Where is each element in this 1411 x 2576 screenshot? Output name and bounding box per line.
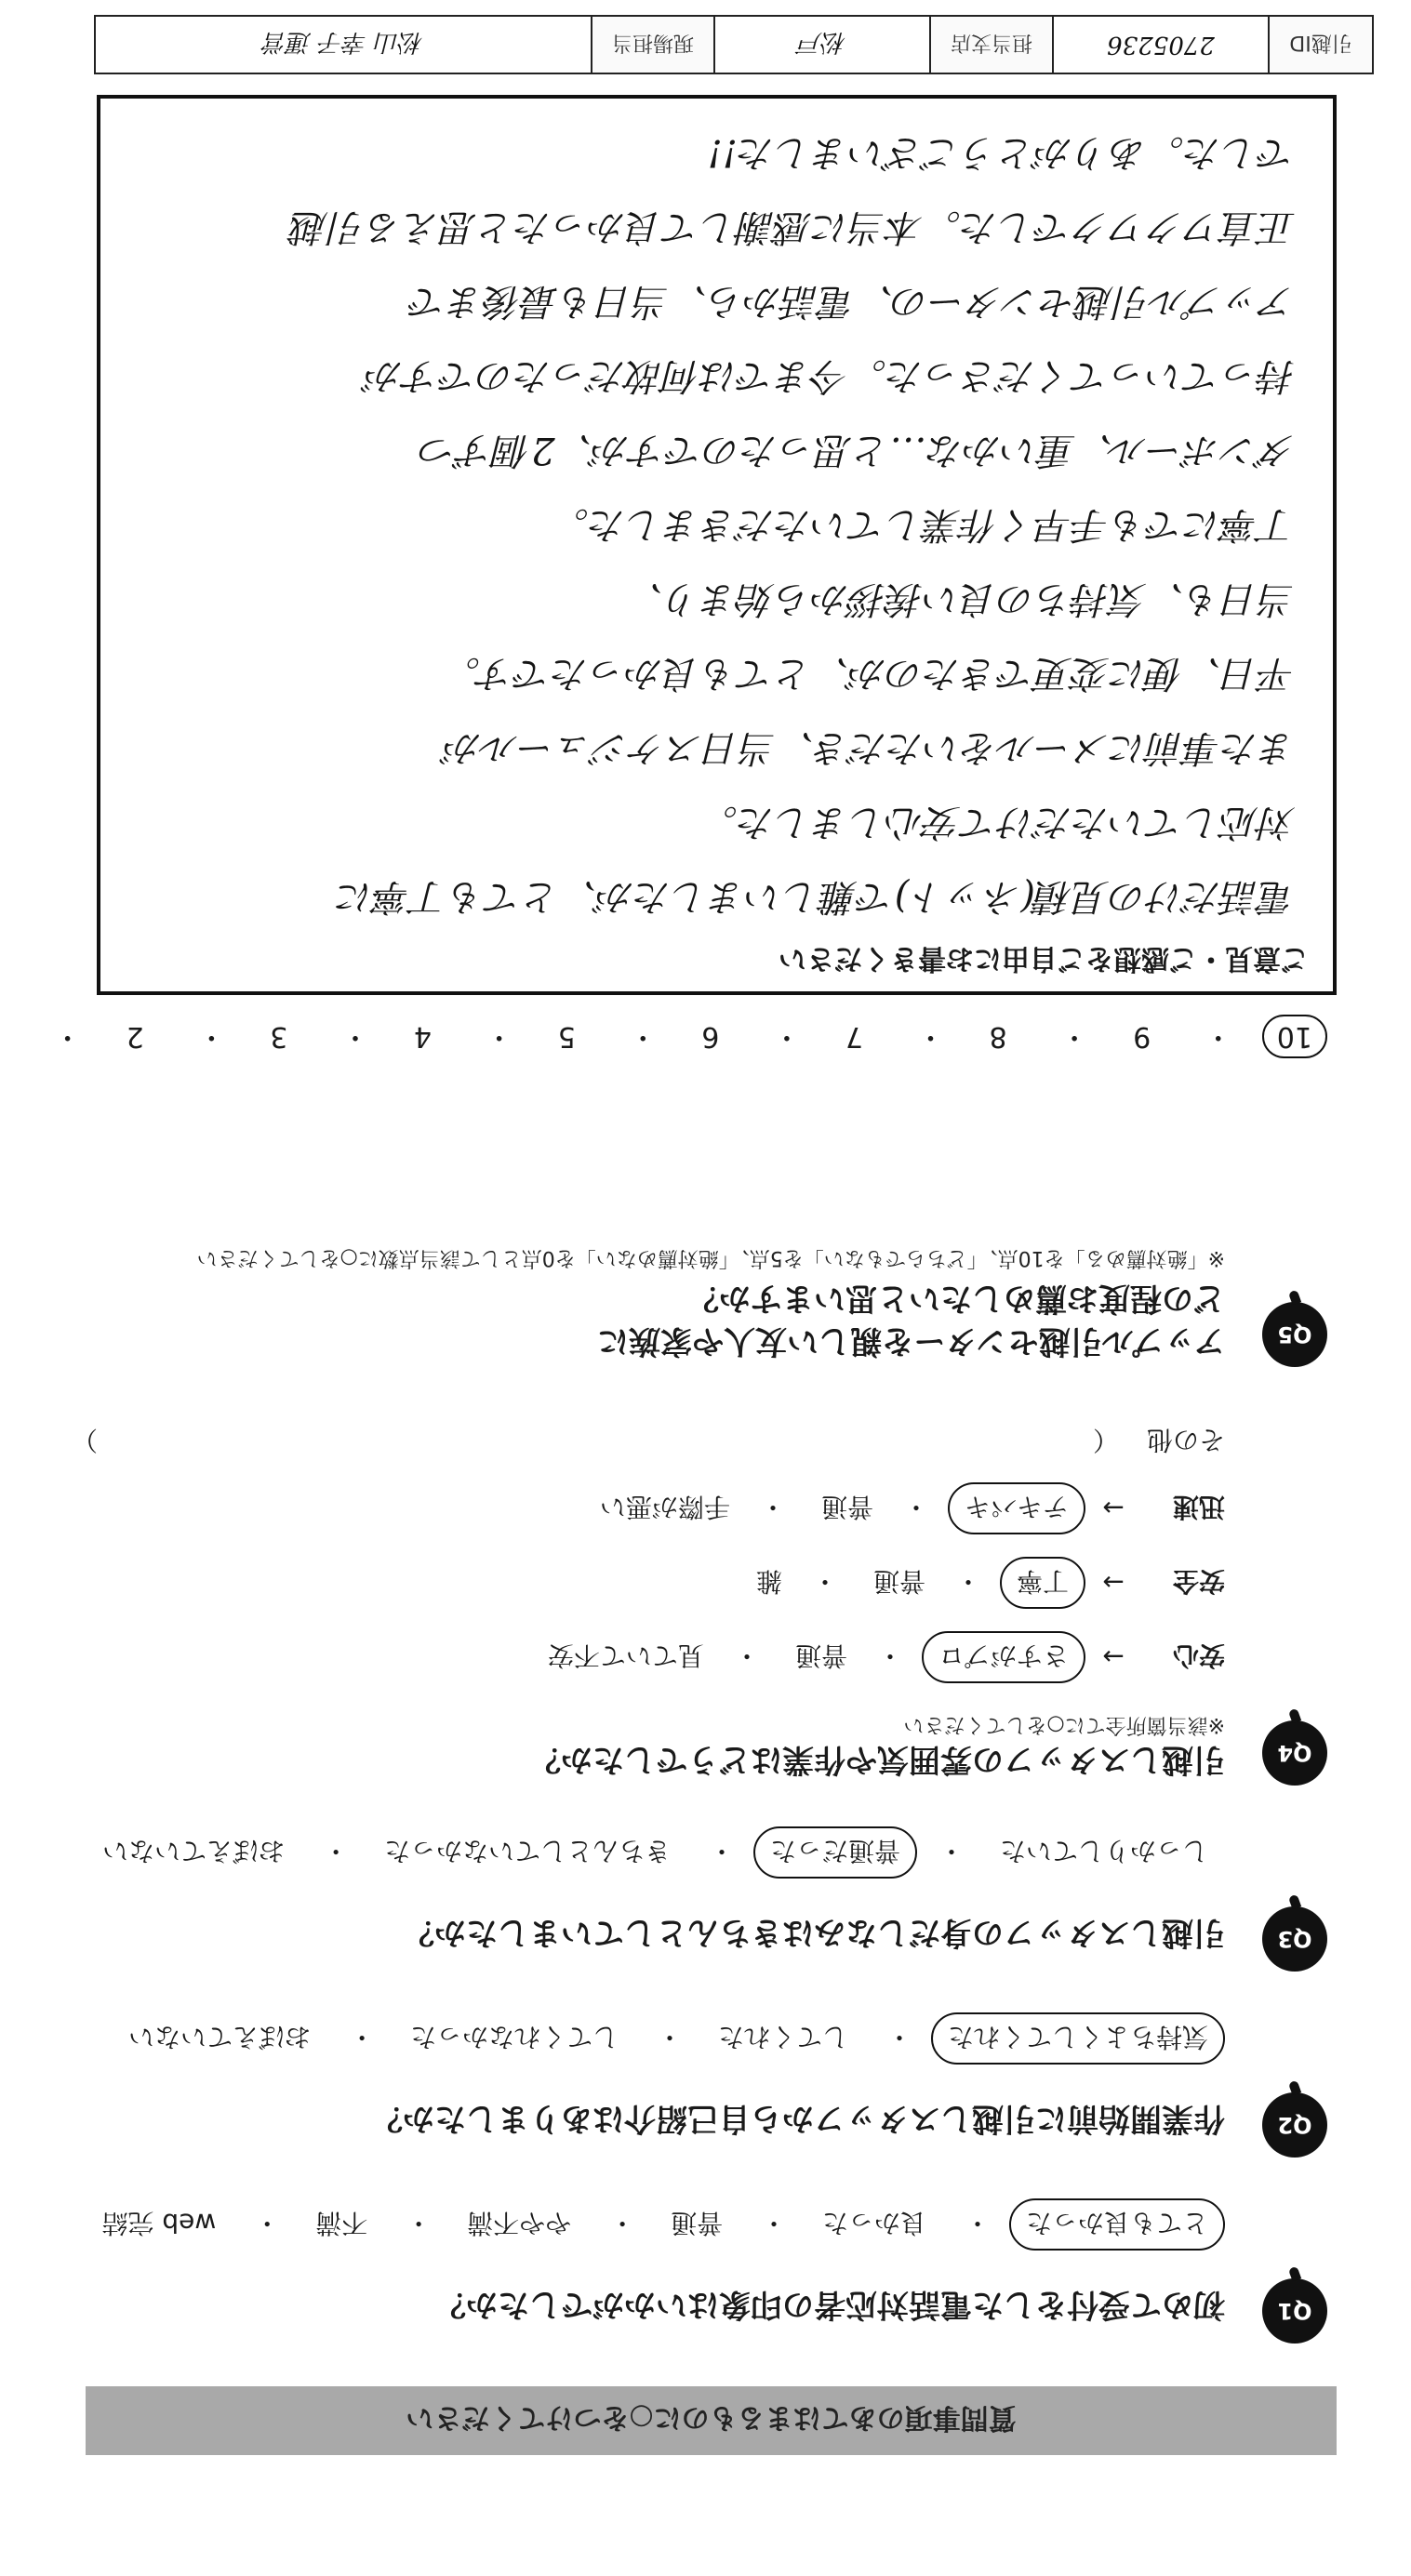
- q4-row-anshin: 安心 → さすがプロ ・ 普通 ・ 見ていて不安: [526, 1631, 1225, 1683]
- id-value[interactable]: 2705236: [1052, 17, 1268, 73]
- q3-options: しっかりしていた・ 普通だった・ きちんとしていなかった・ おぼえていない: [80, 1826, 1225, 1879]
- q1-option-good[interactable]: 良かった: [822, 2208, 927, 2238]
- arrow-right-icon: →: [1102, 1567, 1125, 1599]
- q4-anzen-option-careful[interactable]: 丁寧: [1000, 1557, 1085, 1609]
- q1-option-dissatisfied[interactable]: 不満: [315, 2208, 368, 2238]
- q5-badge-icon: Q5: [1262, 1302, 1327, 1367]
- q4-row-other: [72, 1423, 1225, 1460]
- header-table: [94, 15, 1374, 74]
- q4-anzen-option-normal[interactable]: 普通: [872, 1566, 925, 1597]
- q4-row-jinsoku: 迅速 → テキパキ ・ 普通 ・ 手際が悪い: [578, 1482, 1225, 1534]
- comment-line: 平日、便に変更できたのが、とても良かったです。: [443, 652, 1296, 695]
- q1-badge-icon: Q1: [1262, 2278, 1327, 2344]
- arrow-right-icon: →: [1102, 1641, 1125, 1673]
- q1-option-very-good[interactable]: とても良かった: [1009, 2198, 1225, 2251]
- score-10[interactable]: 10: [1262, 1015, 1327, 1058]
- q4-jinsoku-option-quick[interactable]: テキパキ: [948, 1482, 1085, 1534]
- branch-value[interactable]: 松戸: [713, 17, 929, 73]
- q1-option-normal[interactable]: 普通: [671, 2208, 724, 2238]
- q3-option-not-neat[interactable]: きちんとしていなかった: [384, 1836, 672, 1866]
- q4-row-label: 安全: [1172, 1566, 1225, 1597]
- comment-line: 正直ワクワクでした。本当に感謝して良かったと思える引越: [291, 206, 1296, 248]
- q4-jinsoku-option-normal[interactable]: 普通: [820, 1492, 873, 1522]
- q5-note: ※「絶対薦める」を10点、「どちらでもない」を5点、「絶対薦めない」を0点として該当点数に○をしてください: [196, 1246, 1225, 1269]
- score-3[interactable]: 3: [270, 1020, 288, 1053]
- instruction-banner: 質問事項のあてはまるものに○をつけてください: [86, 2386, 1337, 2455]
- q5-text: アップル引越センターを親しい友人や家族に: [597, 1322, 1225, 1360]
- q4-jinsoku-option-clumsy[interactable]: 手際が悪い: [599, 1492, 730, 1522]
- q1-options: とても良かった・ 良かった・ 普通・ やや不満・ 不満・ web 完結: [80, 2198, 1226, 2251]
- q2-text: 作業開始前に引越しスタッフから自己紹介はありましたか？: [371, 2100, 1225, 2137]
- q4-badge-icon: Q4: [1262, 1720, 1327, 1786]
- q1-text: 初めて受付をした電話対応者の印象はいかがでしたか？: [434, 2286, 1225, 2323]
- score-2[interactable]: 2: [126, 1020, 144, 1053]
- id-label: 引越ID: [1268, 17, 1372, 73]
- comment-line: 持っていってくださった。今までは何故だったのですが: [366, 354, 1296, 397]
- comment-line: アップル引越センターの、電話から、当日も最後まで: [409, 280, 1296, 323]
- q2-option-dont-remember[interactable]: おぼえていない: [128, 2022, 312, 2052]
- q3-option-normal[interactable]: 普通だった: [753, 1826, 917, 1879]
- score-1[interactable]: [0, 1015, 15, 1058]
- q5-scale: 10・ 9・ 8・ 7・ 6・ 5・ 4・ 3・ 2・: [0, 1015, 1327, 1060]
- q4-other-close: ）: [72, 1425, 99, 1455]
- q4-text: 引越しスタッフの雰囲気や作業はどうでしたか？: [529, 1741, 1225, 1778]
- q3-text: 引越しスタッフの身だしなみはきちんとしていましたか？: [403, 1914, 1225, 1951]
- score-6[interactable]: 6: [701, 1020, 720, 1053]
- comments-box[interactable]: [97, 95, 1337, 995]
- arrow-right-icon: →: [1102, 1493, 1125, 1524]
- leader-label: 現場担当: [591, 17, 713, 73]
- q4-anshin-option-normal[interactable]: 普通: [794, 1640, 847, 1671]
- q2-badge-icon: Q2: [1262, 2092, 1327, 2158]
- q4-row-label: 迅速: [1172, 1492, 1225, 1522]
- comment-line: 対応していただけて安心しました。: [700, 801, 1296, 843]
- comment-line: でした。ありがとうございました!!: [707, 131, 1296, 174]
- score-5[interactable]: 5: [557, 1020, 576, 1053]
- q1-option-web[interactable]: web 完結: [101, 2208, 217, 2238]
- q4-anzen-option-rough[interactable]: 雑: [755, 1566, 782, 1597]
- q4-other-label: その他: [1146, 1425, 1225, 1455]
- q4-note: ※該当箇所全てに○をしてください: [903, 1713, 1225, 1736]
- comment-line: また事前にメールをいただき、当日スケジュールが: [444, 726, 1296, 769]
- q2-option-did[interactable]: してくれた: [718, 2022, 849, 2052]
- leader-value[interactable]: 松山 幸子 運営: [262, 28, 424, 57]
- q4-row-label: 安心: [1172, 1640, 1225, 1671]
- q3-option-dont-remember[interactable]: おぼえていない: [102, 1836, 286, 1866]
- q3-option-neat[interactable]: しっかりしていた: [999, 1836, 1208, 1866]
- comment-line: 電話だけの見積(ネット)で難しいましたが、とても丁寧に: [336, 875, 1296, 918]
- comment-line: ダンボール、重いかな…と思ったのですが、2個ずつ: [419, 429, 1296, 471]
- q4-anshin-option-pro[interactable]: さすがプロ: [922, 1631, 1085, 1683]
- q2-option-pleasant[interactable]: 気持ちよくしてくれた: [931, 2012, 1225, 2065]
- q4-row-anzen: 安全 → 丁寧 ・ 普通 ・ 雑: [734, 1557, 1225, 1609]
- q1-option-somewhat-dissatisfied[interactable]: やや不満: [467, 2208, 572, 2238]
- comment-line: 丁寧にでも手早く作業していただきました。: [552, 503, 1296, 546]
- score-7[interactable]: 7: [845, 1020, 863, 1053]
- score-9[interactable]: 9: [1133, 1020, 1151, 1053]
- score-4[interactable]: 4: [413, 1020, 433, 1053]
- comments-title: ご意見・ご感想をご自由にお書きください: [779, 942, 1309, 975]
- q5-text-line2: どの程度お薦めしたいと思いますか？: [687, 1280, 1225, 1317]
- q3-badge-icon: Q3: [1262, 1906, 1327, 1972]
- q4-other-open: （: [1092, 1425, 1119, 1455]
- comment-line: 当日も、気持ちの良い挨拶から始まり、: [626, 578, 1296, 620]
- q2-option-did-not[interactable]: してくれなかった: [410, 2022, 619, 2052]
- branch-label: 担当支店: [929, 17, 1052, 73]
- q4-anshin-option-uneasy[interactable]: 見ていて不安: [547, 1640, 704, 1671]
- q2-options: 気持ちよくしてくれた・ してくれた・ してくれなかった・ おぼえていない: [106, 2012, 1225, 2065]
- score-8[interactable]: 8: [989, 1020, 1007, 1053]
